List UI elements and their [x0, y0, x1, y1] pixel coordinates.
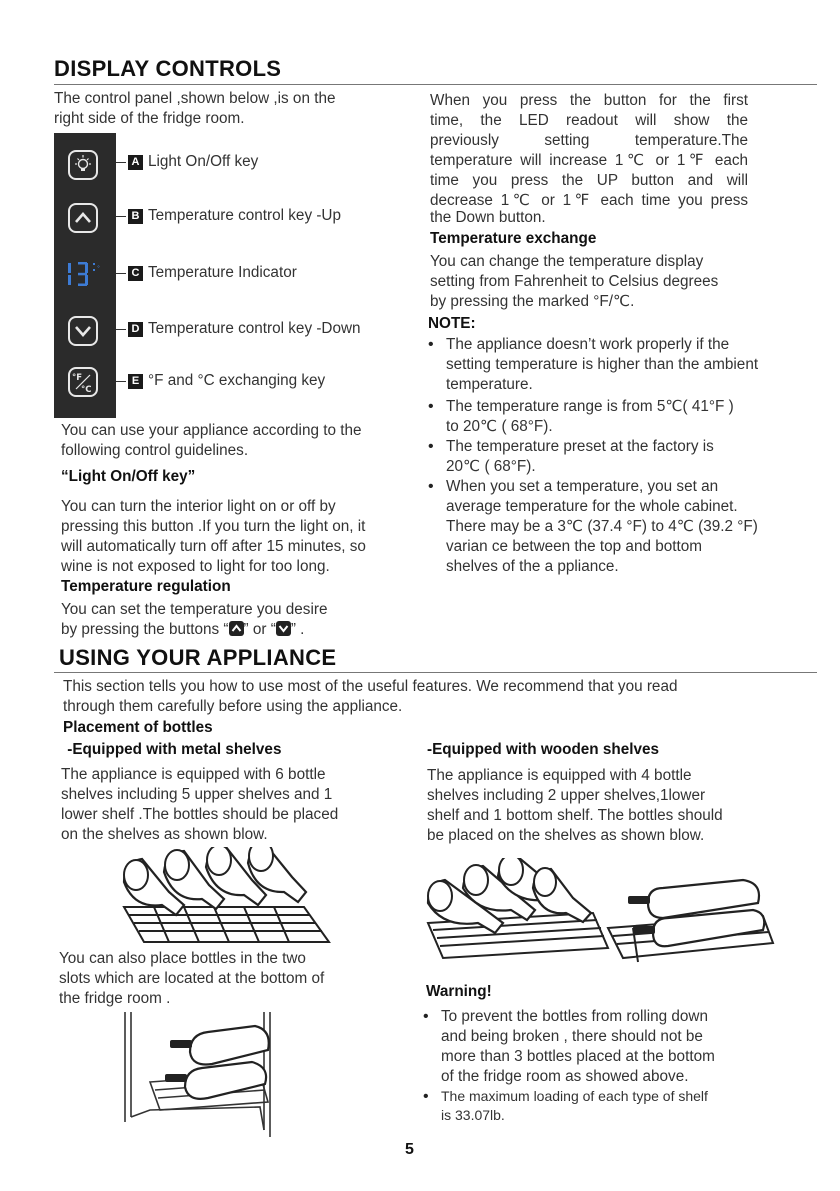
control-panel-image — [54, 133, 116, 418]
temperature-regulation-heading: Temperature regulation — [61, 578, 231, 595]
warning-item: • The maximum loading of each type of shelf is 33.07lb. — [423, 1087, 715, 1125]
section-divider — [54, 84, 817, 85]
temperature-regulation-text: You can set the temperature you desire by pressing the buttons “ ” or “ ” . — [61, 601, 328, 638]
note-item: • The temperature range is from 5℃( 41°F ) to 20℃ ( 68°F). — [428, 397, 800, 437]
note-item: • The appliance doesn’t work properly if the setting temperature is higher than the ambient temperature. — [428, 335, 800, 395]
temperature-display — [64, 260, 108, 288]
down-button-icon — [276, 621, 291, 636]
note-item: • When you set a temperature, you set an average temperature for the whole cabinet. There may be a 3℃ (37.4 °F) to 4℃ (39.2 °F) varian ce between the top and bottom shelves of the a ppliance. — [428, 477, 800, 577]
section-divider — [54, 672, 817, 673]
section-title-display-controls: DISPLAY CONTROLS — [54, 56, 282, 81]
guidelines-text: You can use your appliance according to the following control guidelines. — [61, 422, 362, 459]
key-label-b: B Temperature control key -Up — [116, 207, 341, 225]
fahrenheit-celsius-icon — [68, 367, 98, 397]
up-button-icon — [229, 621, 244, 636]
fridge-bottom-bottles-illustration — [120, 1012, 280, 1137]
chevron-down-icon — [68, 316, 98, 346]
key-label-a: A Light On/Off key — [116, 153, 258, 171]
light-bulb-icon — [68, 150, 98, 180]
wooden-shelves-heading: -Equipped with wooden shelves — [427, 741, 660, 758]
svg-text:°: ° — [97, 265, 100, 272]
note-item: • The temperature preset at the factory is 20℃ ( 68°F). — [428, 437, 800, 477]
placement-heading: Placement of bottles — [63, 719, 213, 736]
temperature-exchange-text: You can change the temperature display setting from Fahrenheit to Celsius degrees by pressing the marked °F/℃. — [430, 253, 719, 310]
svg-text:°F: °F — [72, 373, 83, 383]
button-press-text: When you press the button for the first time, the LED readout will show the previously setting temperature.The temperature will increase 1℃ or 1℉ each time you press the UP button and will decrease 1℃ or 1℉ each time you press the Down button. — [430, 92, 748, 226]
chevron-up-icon — [68, 203, 98, 233]
metal-shelves-text: The appliance is equipped with 6 bottle shelves including 5 upper shelves and 1 lower shelf .The bottles should be placed on the shelves as shown blow. — [61, 766, 339, 843]
warning-item: • To prevent the bottles from rolling down and being broken , there should not be more than 3 bottles placed at the bottom of the fridge room as showed above. — [423, 1007, 715, 1087]
section-title-using-appliance: USING YOUR APPLIANCE — [59, 645, 337, 670]
warning-heading: Warning! — [426, 983, 492, 1000]
key-label-c: C Temperature Indicator — [116, 264, 297, 282]
using-appliance-intro: This section tells you how to use most of the useful features. We recommend that you read through them carefully before using the appliance. — [63, 678, 678, 715]
wooden-shelves-text: The appliance is equipped with 4 bottle shelves including 2 upper shelves,1lower shelf and 1 bottom shelf. The bottles should be placed on the shelves as shown blow. — [427, 767, 723, 844]
wooden-shelf-bottles-illustration — [423, 858, 775, 973]
notes-list — [428, 335, 800, 577]
svg-text:°C: °C — [81, 385, 92, 395]
light-key-text: You can turn the interior light on or off by pressing this button .If you turn the light on, it will automatically turn off after 15 minutes, so wine is not exposed to light for too long. — [61, 498, 366, 575]
warnings-list — [423, 1007, 715, 1125]
control-panel-intro: The control panel ,shown below ,is on the right side of the fridge room. — [54, 90, 336, 127]
key-label-e: E °F and °C exchanging key — [116, 372, 325, 390]
light-key-heading: “Light On/Off key” — [61, 468, 196, 485]
metal-shelf-bottles-illustration — [114, 847, 334, 947]
bottom-slots-text: You can also place bottles in the two slots which are located at the bottom of the fridge room . — [59, 950, 325, 1007]
temperature-exchange-heading: Temperature exchange — [430, 230, 597, 247]
note-heading: NOTE: — [428, 315, 476, 332]
page-number: 5 — [405, 1141, 414, 1158]
key-label-d: D Temperature control key -Down — [116, 320, 361, 338]
metal-shelves-heading: -Equipped with metal shelves — [63, 741, 282, 758]
